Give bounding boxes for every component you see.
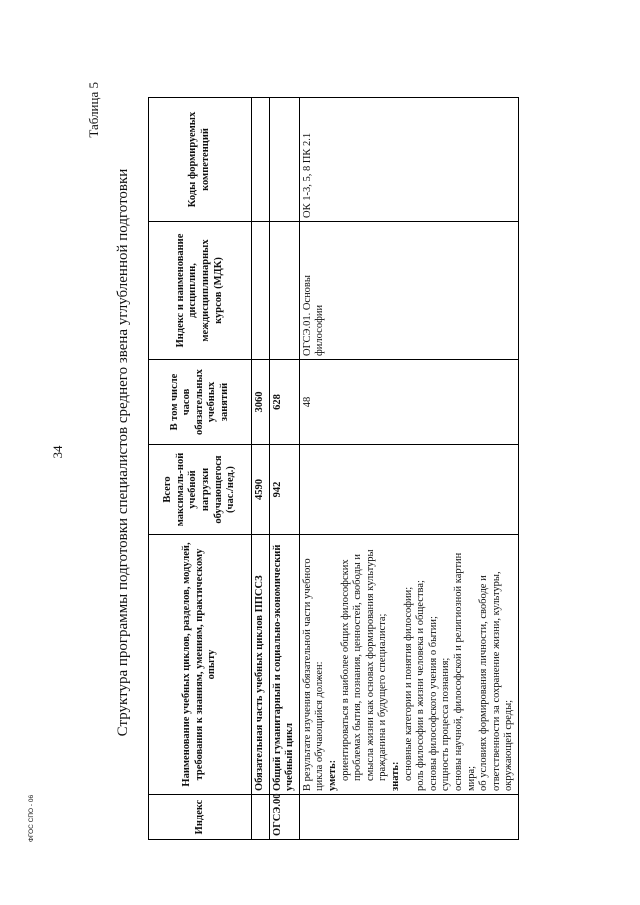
table-row-mandatory-part: [252, 98, 270, 840]
header-name: Наименование учебных циклов, разделов, модулей, требования к знаниям, умениям, практическому опыту: [149, 535, 252, 795]
cell-index: ОГСЭ.00: [269, 795, 299, 840]
cell-discipline: ОГСЭ.01. Основы философии: [299, 222, 518, 360]
cell-competencies: [252, 98, 270, 222]
can-text: ориентироваться в наиболее общих философских проблемах бытия, познания, ценностей, свободы и смысла жизни как основах формирования культуры гражданина и будущего специалиста;: [339, 549, 389, 781]
table-caption: Таблица 5: [86, 82, 101, 138]
can-label: уметь:: [326, 759, 338, 791]
header-competencies: Коды формируемых компетенций: [149, 98, 252, 222]
know-item: основы философского учения о бытии;: [427, 616, 439, 791]
page-number: 34: [50, 445, 65, 459]
know-item: основы научной, философской и религиозной картин мира;: [452, 552, 477, 791]
know-item: роль философии в жизни человека и общества;: [415, 580, 427, 791]
cell-max-load: [299, 445, 518, 535]
cell-name: Общий гуманитарный и социально-экономический учебный цикл: [269, 535, 299, 795]
cell-max-load: 4590: [252, 445, 270, 535]
know-item: об условиях формирования личности, свободе и ответственности за сохранение жизни, культуры, окружающей среды;: [478, 571, 515, 791]
cell-requirements: [299, 535, 518, 795]
requirements-intro: В результате изучения обязательной части учебного цикла обучающийся должен:: [301, 558, 326, 791]
cell-mandatory-hours: 628: [269, 360, 299, 445]
header-max-load: Всего максималь-ной учебной нагрузки обучающегося (час./нед.): [149, 445, 252, 535]
document-title: Структура программы подготовки специалистов среднего звена углубленной подготовки: [115, 168, 131, 737]
table-row-cycle: [269, 98, 299, 840]
cell-name: Обязательная часть учебных циклов ППССЗ: [252, 535, 270, 795]
header-discipline: Индекс и наименование дисциплин, междисциплинарных курсов (МДК): [149, 222, 252, 360]
cell-discipline: [269, 222, 299, 360]
header-index: Индекс: [149, 795, 252, 840]
know-item: основные категории и понятия философии;: [402, 586, 414, 781]
know-item: сущность процесса познания;: [440, 657, 452, 791]
cell-competencies: [269, 98, 299, 222]
cell-discipline: [252, 222, 270, 360]
header-mandatory-hours: В том числе часов обязательных учебных занятий: [149, 360, 252, 445]
cell-index: [299, 795, 518, 840]
structure-table: [148, 97, 519, 840]
cell-mandatory-hours: 3060: [252, 360, 270, 445]
cell-competencies: ОК 1-3, 5, 8 ПК 2.1: [299, 98, 518, 222]
cell-max-load: 942: [269, 445, 299, 535]
footer-code: ФГОС СПО - 06: [28, 794, 35, 842]
table-row-philosophy: [299, 98, 518, 840]
know-label: знать:: [389, 761, 401, 791]
cell-mandatory-hours: 48: [299, 360, 518, 445]
cell-index: [252, 795, 270, 840]
table-header-row: [149, 98, 252, 840]
